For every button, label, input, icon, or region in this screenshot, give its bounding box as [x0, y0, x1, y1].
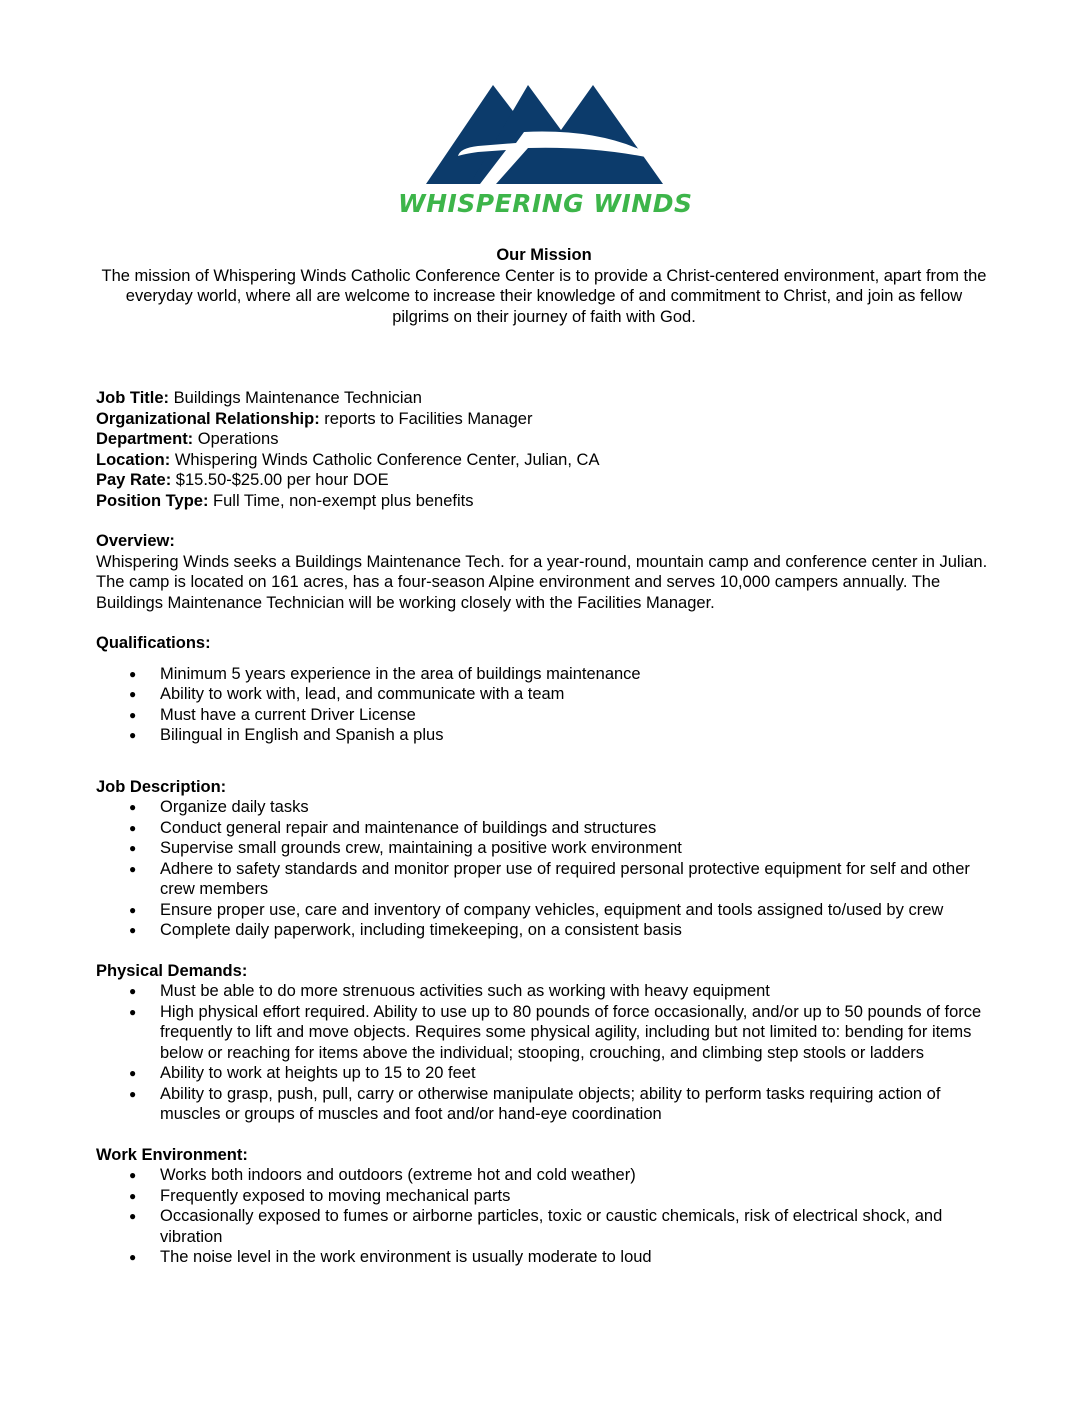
- field-job-title: [96, 388, 996, 409]
- list-item: ● Supervise small grounds crew, maintaining a positive work environment: [96, 838, 996, 859]
- list-item: ● Bilingual in English and Spanish a plus: [96, 725, 996, 746]
- list-item: ● Ensure proper use, care and inventory of company vehicles, equipment and tools assigned to/used by crew: [96, 900, 996, 921]
- job-description-list: [96, 797, 996, 941]
- physical-demands-list: [96, 981, 996, 1125]
- list-item: ● Works both indoors and outdoors (extreme hot and cold weather): [96, 1165, 996, 1186]
- job-description-title: Job Description:: [96, 777, 227, 796]
- field-label: Location:: [96, 450, 171, 469]
- overview-title: Overview:: [96, 532, 175, 550]
- list-item: ● Minimum 5 years experience in the area of buildings maintenance: [96, 664, 996, 685]
- overview-text: Whispering Winds seeks a Buildings Maintenance Tech. for a year-round, mountain camp and conference center in Julian. The camp is located on 161 acres, has a four-season Alpine environment and serves 10,000 campers annually. The Buildings Maintenance Technician will be working closely with the Facilities Manager.: [96, 552, 988, 612]
- field-value: reports to Facilities Manager: [319, 409, 533, 428]
- list-item: ● Complete daily paperwork, including timekeeping, on a consistent basis: [96, 920, 996, 941]
- list-item: ● Adhere to safety standards and monitor proper use of required personal protective equipment for self and other crew members: [96, 859, 996, 900]
- field-label: Position Type:: [96, 491, 209, 510]
- qualifications-list: [96, 664, 996, 746]
- field-label: Pay Rate:: [96, 471, 172, 489]
- work-environment-title: Work Environment:: [96, 1145, 248, 1164]
- mission-text: The mission of Whispering Winds Catholic Conference Center is to provide a Christ-centered environment, apart from the everyday world, where all are welcome to increase their knowledge of and commitment to Christ, and join as fellow pilgrims on their journey of faith with God.: [101, 266, 987, 326]
- field-value: Whispering Winds Catholic Conference Center, Julian, CA: [170, 450, 600, 469]
- field-label: Organizational Relationship:: [96, 409, 320, 428]
- list-item: ● Organize daily tasks: [96, 797, 996, 818]
- mission-title: Our Mission: [496, 246, 592, 264]
- field-department: [96, 429, 996, 450]
- list-item: ● Ability to work at heights up to 15 to 20 feet: [96, 1063, 996, 1084]
- list-item: ● Conduct general repair and maintenance of buildings and structures: [96, 818, 996, 839]
- field-value: Operations: [193, 430, 279, 448]
- qualifications-title: Qualifications:: [96, 634, 211, 652]
- list-item: ● The noise level in the work environment is usually moderate to loud: [96, 1247, 996, 1268]
- list-item: ● Ability to grasp, push, pull, carry or otherwise manipulate objects; ability to perform tasks requiring action of muscles or groups of muscles and foot and/or hand-eye coordination: [96, 1084, 996, 1125]
- field-label: Job Title:: [96, 389, 170, 407]
- list-item: ● Occasionally exposed to fumes or airborne particles, toxic or caustic chemicals, risk of electrical shock, and vibration: [96, 1206, 996, 1247]
- job-posting: [96, 388, 996, 1268]
- list-item: ● High physical effort required. Ability to use up to 80 pounds of force occasionally, and/or up to 50 pounds of force frequently to lift and move objects. Requires some physical agility, including but not limited to: bending for items below or reaching for items above the individual; stooping, crouching, and climbing step stools or ladders: [96, 1002, 996, 1064]
- mission-section: [96, 245, 992, 327]
- mountain-cross-icon: [398, 80, 692, 190]
- work-environment-list: [96, 1165, 996, 1268]
- list-item: ● Frequently exposed to moving mechanical parts: [96, 1186, 996, 1207]
- list-item: ● Ability to work with, lead, and communicate with a team: [96, 684, 996, 705]
- field-value: Buildings Maintenance Technician: [169, 389, 422, 407]
- logo-text: WHISPERING WINDS: [398, 189, 693, 218]
- physical-demands-title: Physical Demands:: [96, 961, 248, 980]
- list-item: ● Must have a current Driver License: [96, 705, 996, 726]
- field-location: [96, 450, 996, 471]
- field-value: Full Time, non-exempt plus benefits: [208, 491, 474, 510]
- field-label: Department:: [96, 430, 194, 448]
- list-item: ● Must be able to do more strenuous activities such as working with heavy equipment: [96, 981, 996, 1002]
- field-pay-rate: [96, 470, 996, 491]
- whispering-winds-logo: [398, 80, 692, 220]
- field-position-type: [96, 491, 996, 512]
- field-value: $15.50-$25.00 per hour DOE: [171, 471, 389, 489]
- field-organizational-relationship: [96, 409, 996, 430]
